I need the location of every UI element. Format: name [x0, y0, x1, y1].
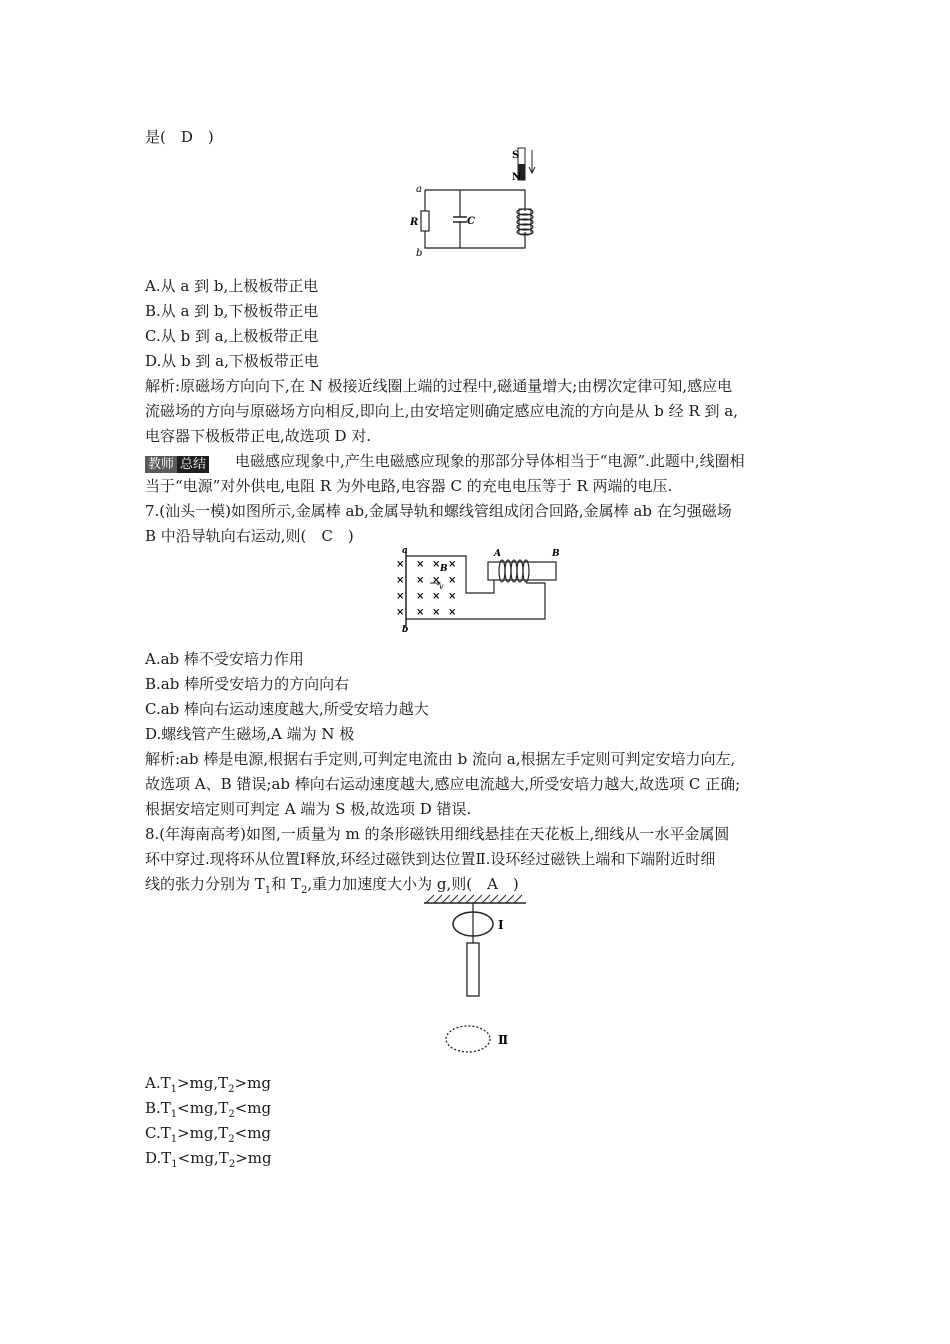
q6-circuit-figure [405, 146, 555, 265]
position-1-label: Ⅰ [498, 918, 504, 932]
top-wire [425, 190, 525, 211]
lower-rail [406, 583, 545, 619]
rod-b-label: b [402, 625, 409, 633]
q8-option-b: $B.T_1<mg,T_2<mg$ [145, 1099, 272, 1120]
svg-text:×: × [416, 559, 425, 570]
q8-option-d: $D.T_1<mg,T_2>mg$ [145, 1149, 272, 1170]
solenoid-b-label: B [552, 549, 560, 559]
svg-text:×: × [448, 575, 457, 586]
bar-magnet-icon [467, 943, 479, 996]
capacitor-label: C [467, 216, 475, 227]
svg-text:×: × [396, 607, 405, 618]
bottom-wire [425, 190, 525, 248]
q7-stem-line-1: 7.(汕头一模)如图所示,金属棒 ab,金属导轨和螺线管组成闭合回路,金属棒 ab 在匀强磁场 [145, 502, 732, 520]
teacher-summary-badge [145, 456, 209, 473]
svg-text:×: × [448, 591, 457, 602]
magnet-s-label: S [512, 150, 520, 161]
resistor-icon [421, 211, 429, 231]
q7-option-a: A.ab 棒不受安培力作用 [145, 650, 304, 668]
ceiling-hatch [426, 895, 522, 903]
rod-a-label: a [402, 546, 408, 556]
svg-text:×: × [396, 575, 405, 586]
q6-option-d: D.从 b 到 a,下极板带正电 [145, 352, 319, 370]
q6-analysis-line-1: 解析:原磁场方向向下,在 N 极接近线圈上端的过程中,磁通量增大;由楞次定律可知,感应电 [145, 377, 733, 395]
svg-text:×: × [432, 591, 441, 602]
velocity-label: v [439, 582, 444, 591]
q7-analysis-line-1: 解析:ab 棒是电源,根据右手定则,可判定电流由 b 流向 a,根据左手定则可判定安培力向左, [145, 750, 736, 768]
ring-position-2 [446, 1026, 490, 1052]
resistor-label: R [410, 217, 419, 228]
magnet-n-label: N [512, 172, 522, 183]
teacher-summary-line-1 [145, 451, 745, 473]
svg-text:×: × [448, 559, 457, 570]
field-b-label: B [440, 564, 448, 574]
svg-text:×: × [416, 575, 425, 586]
solenoid-a-label: A [494, 549, 501, 559]
svg-text:×: × [396, 559, 405, 570]
svg-text:×: × [432, 607, 441, 618]
badge-right: 总结 [177, 456, 209, 473]
q6-option-b: B.从 a 到 b,下极板带正电 [145, 302, 319, 320]
q8-stem-line-3: 线的张力分别为 $T_1$和 $T_2$,重力加速度大小为 g,则( A ) [145, 875, 519, 896]
q7-stem-line-2: B 中沿导轨向右运动,则( C ) [145, 527, 354, 545]
q7-option-d: D.螺线管产生磁场,A 端为 N 极 [145, 725, 355, 743]
q8-magnet-ring-figure [420, 893, 530, 1062]
svg-text:×: × [416, 591, 425, 602]
badge-left: 教师 [145, 456, 177, 473]
q6-option-c: C.从 b 到 a,上极板带正电 [145, 327, 319, 345]
q8-option-c: $C.T_1>mg,T_2<mg$ [145, 1124, 272, 1145]
q6-analysis-line-3: 电容器下极板带正电,故选项 D 对. [145, 427, 372, 445]
q6-analysis-line-2: 流磁场的方向与原磁场方向相反,即向上,由安培定则确定感应电流的方向是从 b 经 R 到 a, [145, 402, 738, 420]
q8-stem-line-1: 8.(年海南高考)如图,一质量为 m 的条形磁铁用细线悬挂在天花板上,细线从一水平金属圆 [145, 825, 730, 843]
q7-option-c: C.ab 棒向右运动速度越大,所受安培力越大 [145, 700, 429, 718]
position-2-label: Ⅱ [498, 1033, 509, 1047]
coil-icon [517, 209, 533, 235]
q7-analysis-line-2: 故选项 A、B 错误;ab 棒向右运动速度越大,感应电流越大,所受安培力越大,故选项 C 正确; [145, 775, 741, 793]
svg-text:×: × [396, 591, 405, 602]
q7-option-b: B.ab 棒所受安培力的方向向右 [145, 675, 350, 693]
node-a-label: a [416, 184, 422, 195]
svg-text:×: × [432, 575, 441, 586]
q8-stem-line-2: 环中穿过.现将环从位置Ⅰ释放,环经过磁铁到达位置Ⅱ.设环经过磁铁上端和下端附近时细 [145, 850, 716, 868]
svg-text:×: × [416, 607, 425, 618]
q6-option-a: A.从 a 到 b,上极板带正电 [145, 277, 319, 295]
teacher-summary-line-2: 当于“电源”对外供电,电阻 R 为外电路,电容器 C 的充电电压等于 R 两端的电压. [145, 477, 673, 495]
q8-option-a: $A.T_1>mg,T_2>mg$ [145, 1074, 271, 1095]
node-b-label: b [416, 248, 423, 259]
svg-text:×: × [448, 607, 457, 618]
svg-text:×: × [432, 559, 441, 570]
q7-analysis-line-3: 根据安培定则可判定 A 端为 S 极,故选项 D 错误. [145, 800, 472, 818]
q6-stem-tail: 是( D ) [145, 128, 214, 146]
q7-rail-solenoid-figure [390, 545, 570, 637]
summary-text-1: 电磁感应现象中,产生电磁感应现象的那部分导体相当于“电源”.此题中,线圈相 [235, 452, 745, 470]
